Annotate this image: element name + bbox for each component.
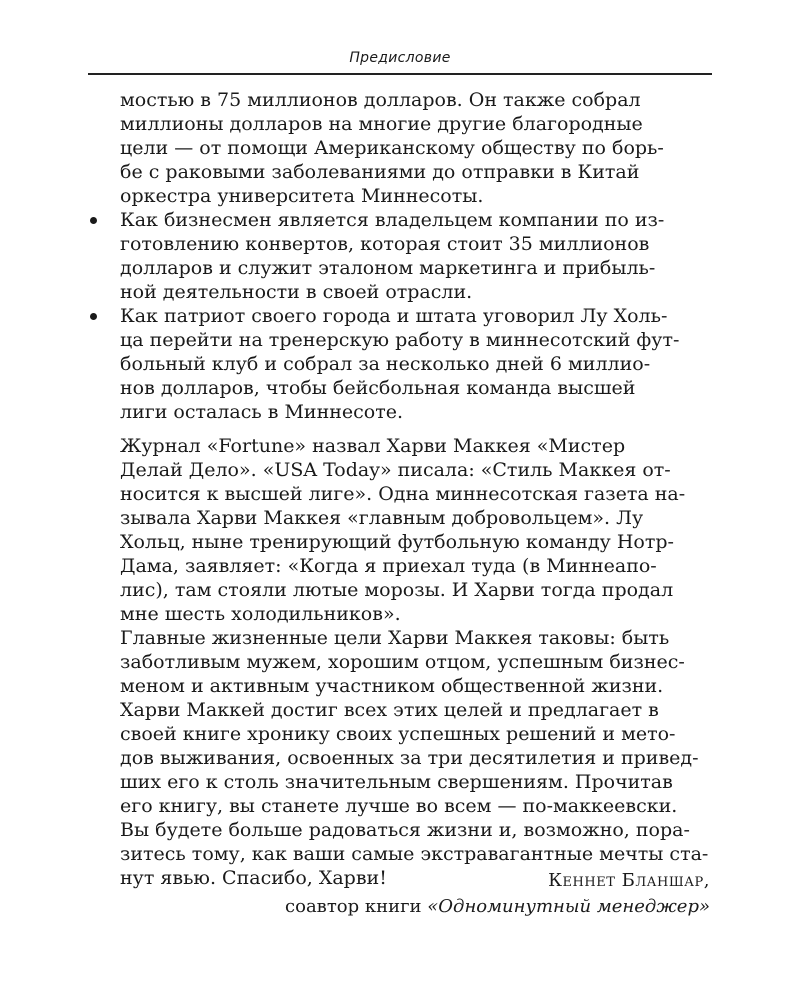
text-line: Журнал «Fortune» назвал Харви Маккея «Мистер [120, 435, 626, 457]
text-line: оркестра университета Миннесоты. [120, 185, 484, 207]
running-title: Предисловие [349, 50, 451, 66]
book-title: «Одноминутный менеджер» [427, 896, 710, 917]
header-rule [88, 73, 712, 75]
text-line: лис), там стояли лютые морозы. И Харви тогда продал [120, 579, 674, 601]
text-line: мне шесть холодильников». [120, 603, 401, 625]
text-line: носится к высшей лиге». Одна миннесотская газета на- [120, 483, 686, 505]
bullet-icon [90, 313, 97, 320]
bullet-item-start [120, 208, 710, 232]
text-line: ца перейти на тренерскую работу в миннесотский фут- [120, 329, 680, 351]
text-line: Вы будете больше радоваться жизни и, возможно, пора- [120, 819, 690, 841]
author-role [285, 894, 710, 920]
text-line: своей книге хронику своих успешных решений и мето- [120, 723, 676, 745]
bullet-item-start [120, 304, 710, 328]
text-line: мостью в 75 миллионов долларов. Он также собрал [120, 89, 641, 111]
text-line: зывала Харви Маккея «главным добровольцем». Лу [120, 507, 644, 529]
text-line: Харви Маккей достиг всех этих целей и предлагает в [120, 699, 659, 721]
text-line: ной деятельности в своей отрасли. [120, 281, 473, 303]
text-line: цели — от помощи Американскому обществу по борь- [120, 137, 664, 159]
page-body [120, 88, 710, 890]
signature-block [285, 868, 710, 920]
text-line: нут явью. Спасибо, Харви! [120, 867, 387, 889]
text-line: Дама, заявляет: «Когда я приехал туда (в Миннеапо- [120, 555, 657, 577]
text-line: Как бизнесмен является владельцем компании по из- [120, 209, 665, 231]
text-line: Хольц, ныне тренирующий футбольную команду Нотр- [120, 531, 674, 553]
text-line: заботливым мужем, хорошим отцом, успешным бизнес- [120, 651, 685, 673]
text-line: готовлению конвертов, которая стоит 35 миллионов [120, 233, 650, 255]
text-line: нов долларов, чтобы бейсбольная команда высшей [120, 377, 636, 399]
text-line: зитесь тому, как ваши самые экстравагантные мечты ста- [120, 843, 709, 865]
text-line: миллионы долларов на многие другие благородные [120, 113, 643, 135]
text-line: долларов и служит эталоном маркетинга и прибыль- [120, 257, 656, 279]
text-line: меном и активным участником общественной жизни. [120, 675, 664, 697]
text-line: его книгу, вы станете лучше во всем — по-маккеевски. [120, 795, 678, 817]
text-line: ших его к столь значительным свершениям. Прочитав [120, 771, 673, 793]
text-line: Делай Дело». «USA Today» писала: «Стиль Маккея от- [120, 459, 671, 481]
author-name: Кеннет Бланшар, [548, 870, 710, 891]
text-line: дов выживания, освоенных за три десятилетия и привед- [120, 747, 699, 769]
text-line: больный клуб и собрал за несколько дней 6 миллио- [120, 353, 651, 375]
author-role-prefix: соавтор книги [285, 896, 422, 917]
bullet-icon [90, 217, 97, 224]
text-line: Главные жизненные цели Харви Маккея таковы: быть [120, 627, 670, 649]
text-line: бе с раковыми заболеваниями до отправки в Китай [120, 161, 640, 183]
paragraph-gap [120, 424, 710, 434]
text-line: Как патриот своего города и штата уговорил Лу Холь- [120, 305, 668, 327]
text-line: лиги осталась в Миннесоте. [120, 401, 404, 423]
